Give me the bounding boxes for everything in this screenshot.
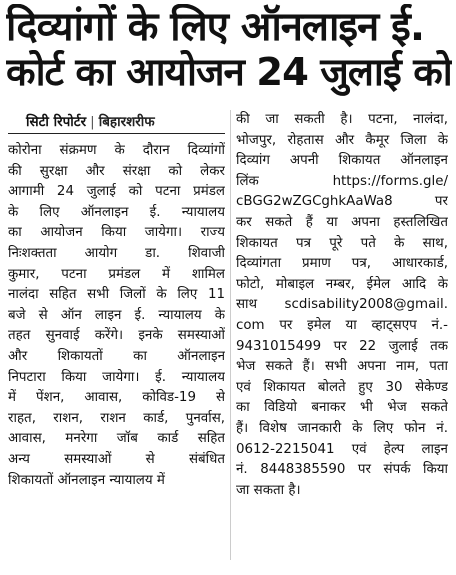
- headline-line-2: कोर्ट का आयोजन 24 जुलाई को: [6, 50, 452, 95]
- article-column-right: [236, 110, 448, 501]
- headline-line-1: दिव्यांगों के लिए ऑनलाइन ई.: [6, 4, 425, 50]
- article-text-line: की सुरक्षा और संरक्षा को लेकर: [8, 163, 225, 179]
- article-text-line: का विडियो बनाकर भी भेज सकते: [236, 400, 448, 416]
- article-text-line: के लिए ऑनलाइन ई. न्यायालय: [8, 204, 225, 220]
- article-text-line: लिंक https://forms.gle/: [236, 173, 448, 189]
- byline: [26, 112, 155, 130]
- byline-separator: |: [90, 114, 95, 130]
- article-text-line: और शिकायतों का ऑनलाइन: [8, 348, 225, 364]
- article-text-line: आवास, मनरेगा जॉब कार्ड सहित: [8, 431, 225, 447]
- article-text-line: एवं शिकायत बोलते हुए 30 सेकेण्ड: [236, 379, 448, 395]
- article-text-line: जा सकता है।: [236, 482, 301, 498]
- article-text-line: हैं। विशेष जानकारी के लिए फोन नं.: [236, 420, 448, 436]
- article-text-line: दिव्यांगता प्रमाण पत्र, आधारकार्ड,: [236, 256, 448, 272]
- article-text-line: निपटारा किया जायेगा। ई. न्यायालय: [8, 369, 225, 385]
- article-text-line: शिकायत पत्र पूरे पते के साथ,: [236, 235, 448, 251]
- article-text-line: कर सकते हैं या अपना हस्तलिखित: [236, 214, 448, 230]
- article-text-line: राहत, राशन, राशन कार्ड, पुनर्वास,: [8, 410, 225, 426]
- article-text-line: नं. 8448385590 पर संपर्क किया: [236, 462, 448, 478]
- headline: [6, 4, 452, 96]
- article-text-line: निःशक्तता आयोग डा. शिवाजी: [8, 245, 225, 261]
- byline-rule: [8, 133, 225, 134]
- article-text-line: का आयोजन किया जायेगा। राज्य: [8, 225, 225, 241]
- article-text-line: नालंदा सहित सभी जिलों के लिए 11: [8, 287, 225, 303]
- article-text-line: आगामी 24 जुलाई को पटना प्रमंडल: [8, 184, 225, 200]
- dateline-place: बिहारशरीफ: [98, 114, 155, 130]
- article-text-line: की जा सकती है। पटना, नालंदा,: [236, 112, 448, 127]
- reporter-name: सिटी रिपोर्टर: [26, 114, 87, 130]
- article-text-line: दिव्यांग अपनी शिकायत ऑनलाइन: [236, 153, 448, 169]
- article-text-line: com पर इमेल या व्हाट्सएप नं.-: [236, 317, 448, 333]
- article-text-line: कोरोना संक्रमण के दौरान दिव्यांगों: [8, 143, 225, 158]
- article-text-line: कुमार, पटना प्रमंडल में शामिल: [8, 266, 225, 282]
- article-text-line: 9431015499 पर 22 जुलाई तक: [236, 338, 448, 354]
- article-text-line: cBGG2wZGCghkAaWa8 पर: [236, 194, 448, 210]
- article-text-line: बजे से ऑन लाइन ई. न्यायालय के: [8, 307, 225, 323]
- article-column-left: [8, 141, 225, 491]
- article-text-line: 0612-2215041 एवं हेल्प लाइन: [236, 441, 448, 457]
- article-text-line: फोटो, मोबाइल नम्बर, ईमेल आदि के: [236, 276, 448, 292]
- article-text-line: भोजपुर, रोहतास और कैमूर जिला के: [236, 132, 448, 148]
- article-text-line: में पेंशन, आवास, कोविड-19 से: [8, 390, 225, 406]
- article-text-line: भेज सकते हैं। सभी अपना नाम, पता: [236, 359, 448, 375]
- article-text-line: अन्य समस्याओं से संबंधित: [8, 451, 225, 467]
- article-text-line: तहत सुनवाई करेंगे। इनके समस्याओं: [8, 328, 225, 344]
- column-divider: [230, 110, 231, 560]
- article-text-line: शिकायतों ऑनलाइन न्यायालय में: [8, 472, 165, 488]
- article-text-line: साथ scdisability2008@gmail.: [236, 297, 448, 313]
